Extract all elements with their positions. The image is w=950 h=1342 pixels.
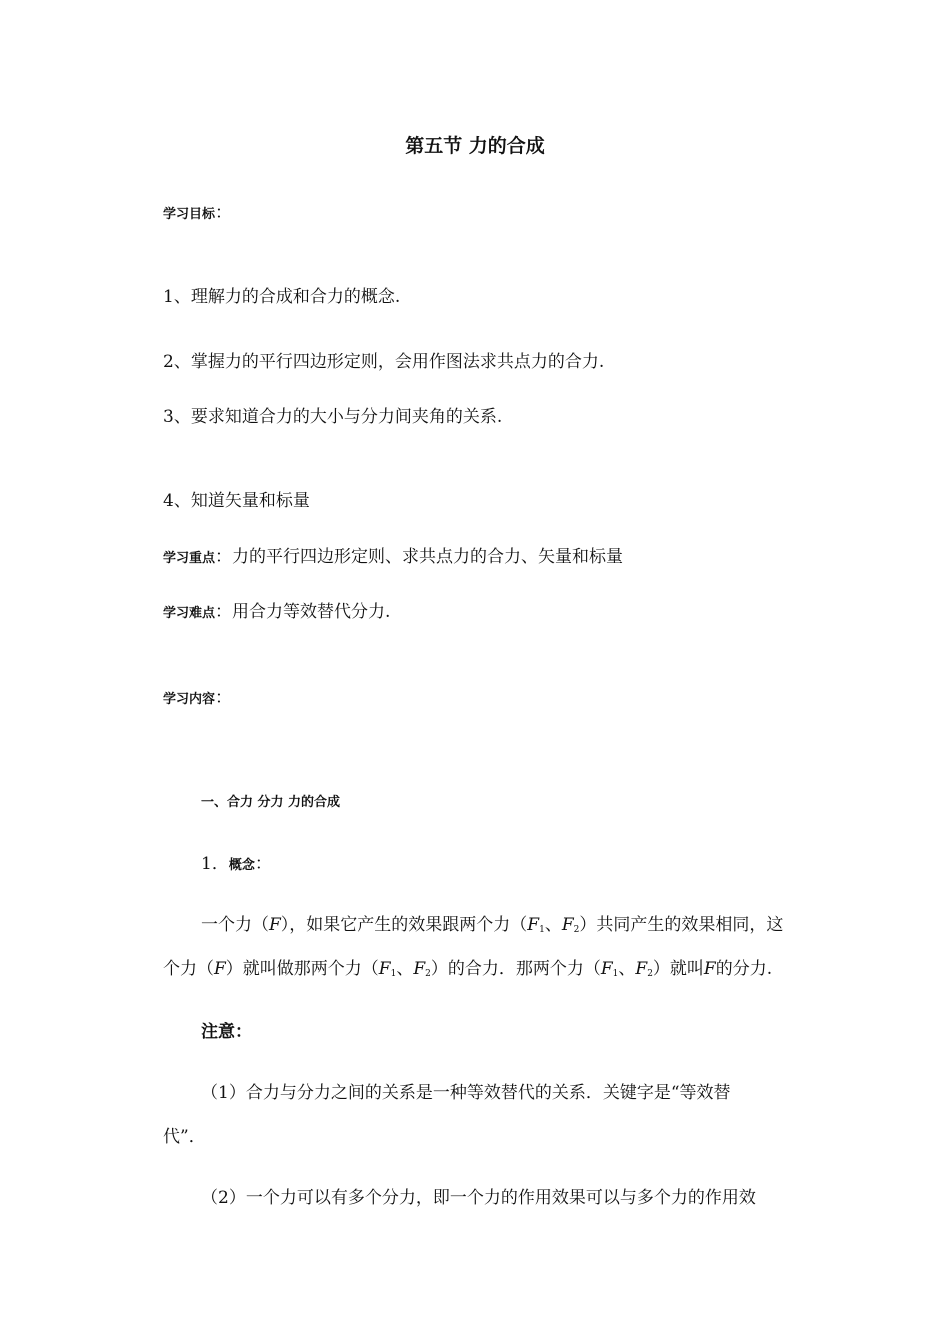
note-2-line-1: （2）一个力可以有多个分力，即一个力的作用效果可以与多个力的作用效 [201, 1188, 756, 1208]
subscript-1: 1 [390, 969, 397, 979]
key-points-text: 力的平行四边形定则、求共点力的合力、矢量和标量 [232, 547, 624, 567]
section-1-title: 一、合力 分力 力的合成 [201, 795, 341, 810]
objective-1: 1、理解力的合成和合力的概念. [163, 287, 401, 307]
difficulty-text: 用合力等效替代分力. [232, 602, 391, 622]
objective-3: 3、要求知道合力的大小与分力间夹角的关系. [163, 407, 503, 427]
var-F: F [269, 915, 281, 935]
definition-line-1 [201, 913, 783, 937]
var-F1: F [378, 959, 391, 979]
objectives-heading [163, 201, 232, 227]
key-points-label: 学习重点 [163, 551, 216, 566]
concept-label: 概念 [228, 858, 255, 873]
subscript-1: 1 [612, 969, 619, 979]
var-F2: F [635, 959, 648, 979]
colon: ： [215, 547, 233, 567]
text-span: ）的合力．那两个力（ [430, 959, 601, 979]
concept-number: 1． [201, 854, 229, 874]
subscript-2: 2 [425, 969, 431, 979]
text-span: ），如果它产生的效果跟两个力（ [280, 915, 528, 935]
subscript-2: 2 [573, 925, 580, 935]
var-F1: F [527, 915, 540, 935]
note-heading: 注意： [201, 1022, 252, 1042]
var-F: F [703, 959, 716, 979]
difficulty-label: 学习难点 [163, 606, 216, 621]
subscript-1: 1 [539, 925, 545, 935]
text-span: 一个力（ [201, 915, 269, 935]
text-span: 、 [396, 959, 414, 979]
text-span: ）共同产生的效果相同，这 [579, 915, 784, 935]
objectives-label: 学习目标 [163, 207, 216, 222]
difficulty-line [163, 600, 390, 626]
colon: ： [215, 602, 233, 622]
definition-line-2 [163, 957, 772, 981]
page-title: 第五节 力的合成 [405, 135, 545, 157]
note-1-line-2: 代”． [163, 1127, 206, 1147]
note-1-line-1: （1）合力与分力之间的关系是一种等效替代的关系．关键字是“等效替 [201, 1083, 731, 1103]
text-span: ）就叫做那两个力（ [225, 959, 379, 979]
concept-heading [201, 852, 272, 878]
objective-4: 4、知道矢量和标量 [163, 491, 310, 511]
text-span: 、 [544, 915, 562, 935]
key-points-line [163, 545, 623, 571]
text-span: 、 [618, 959, 636, 979]
colon: ： [215, 203, 233, 223]
objective-2: 2、掌握力的平行四边形定则，会用作图法求共点力的合力. [163, 352, 605, 372]
var-F1: F [600, 959, 613, 979]
colon: ： [215, 688, 233, 708]
subscript-2: 2 [647, 969, 653, 979]
colon: ： [254, 854, 272, 874]
text-span: 的分力. [715, 959, 773, 979]
var-F: F [214, 959, 226, 979]
content-heading [163, 686, 232, 712]
text-span: ）就叫 [652, 959, 704, 979]
var-F2: F [413, 959, 426, 979]
var-F2: F [561, 915, 574, 935]
content-label: 学习内容 [163, 692, 216, 707]
text-span: 个力（ [163, 959, 214, 979]
